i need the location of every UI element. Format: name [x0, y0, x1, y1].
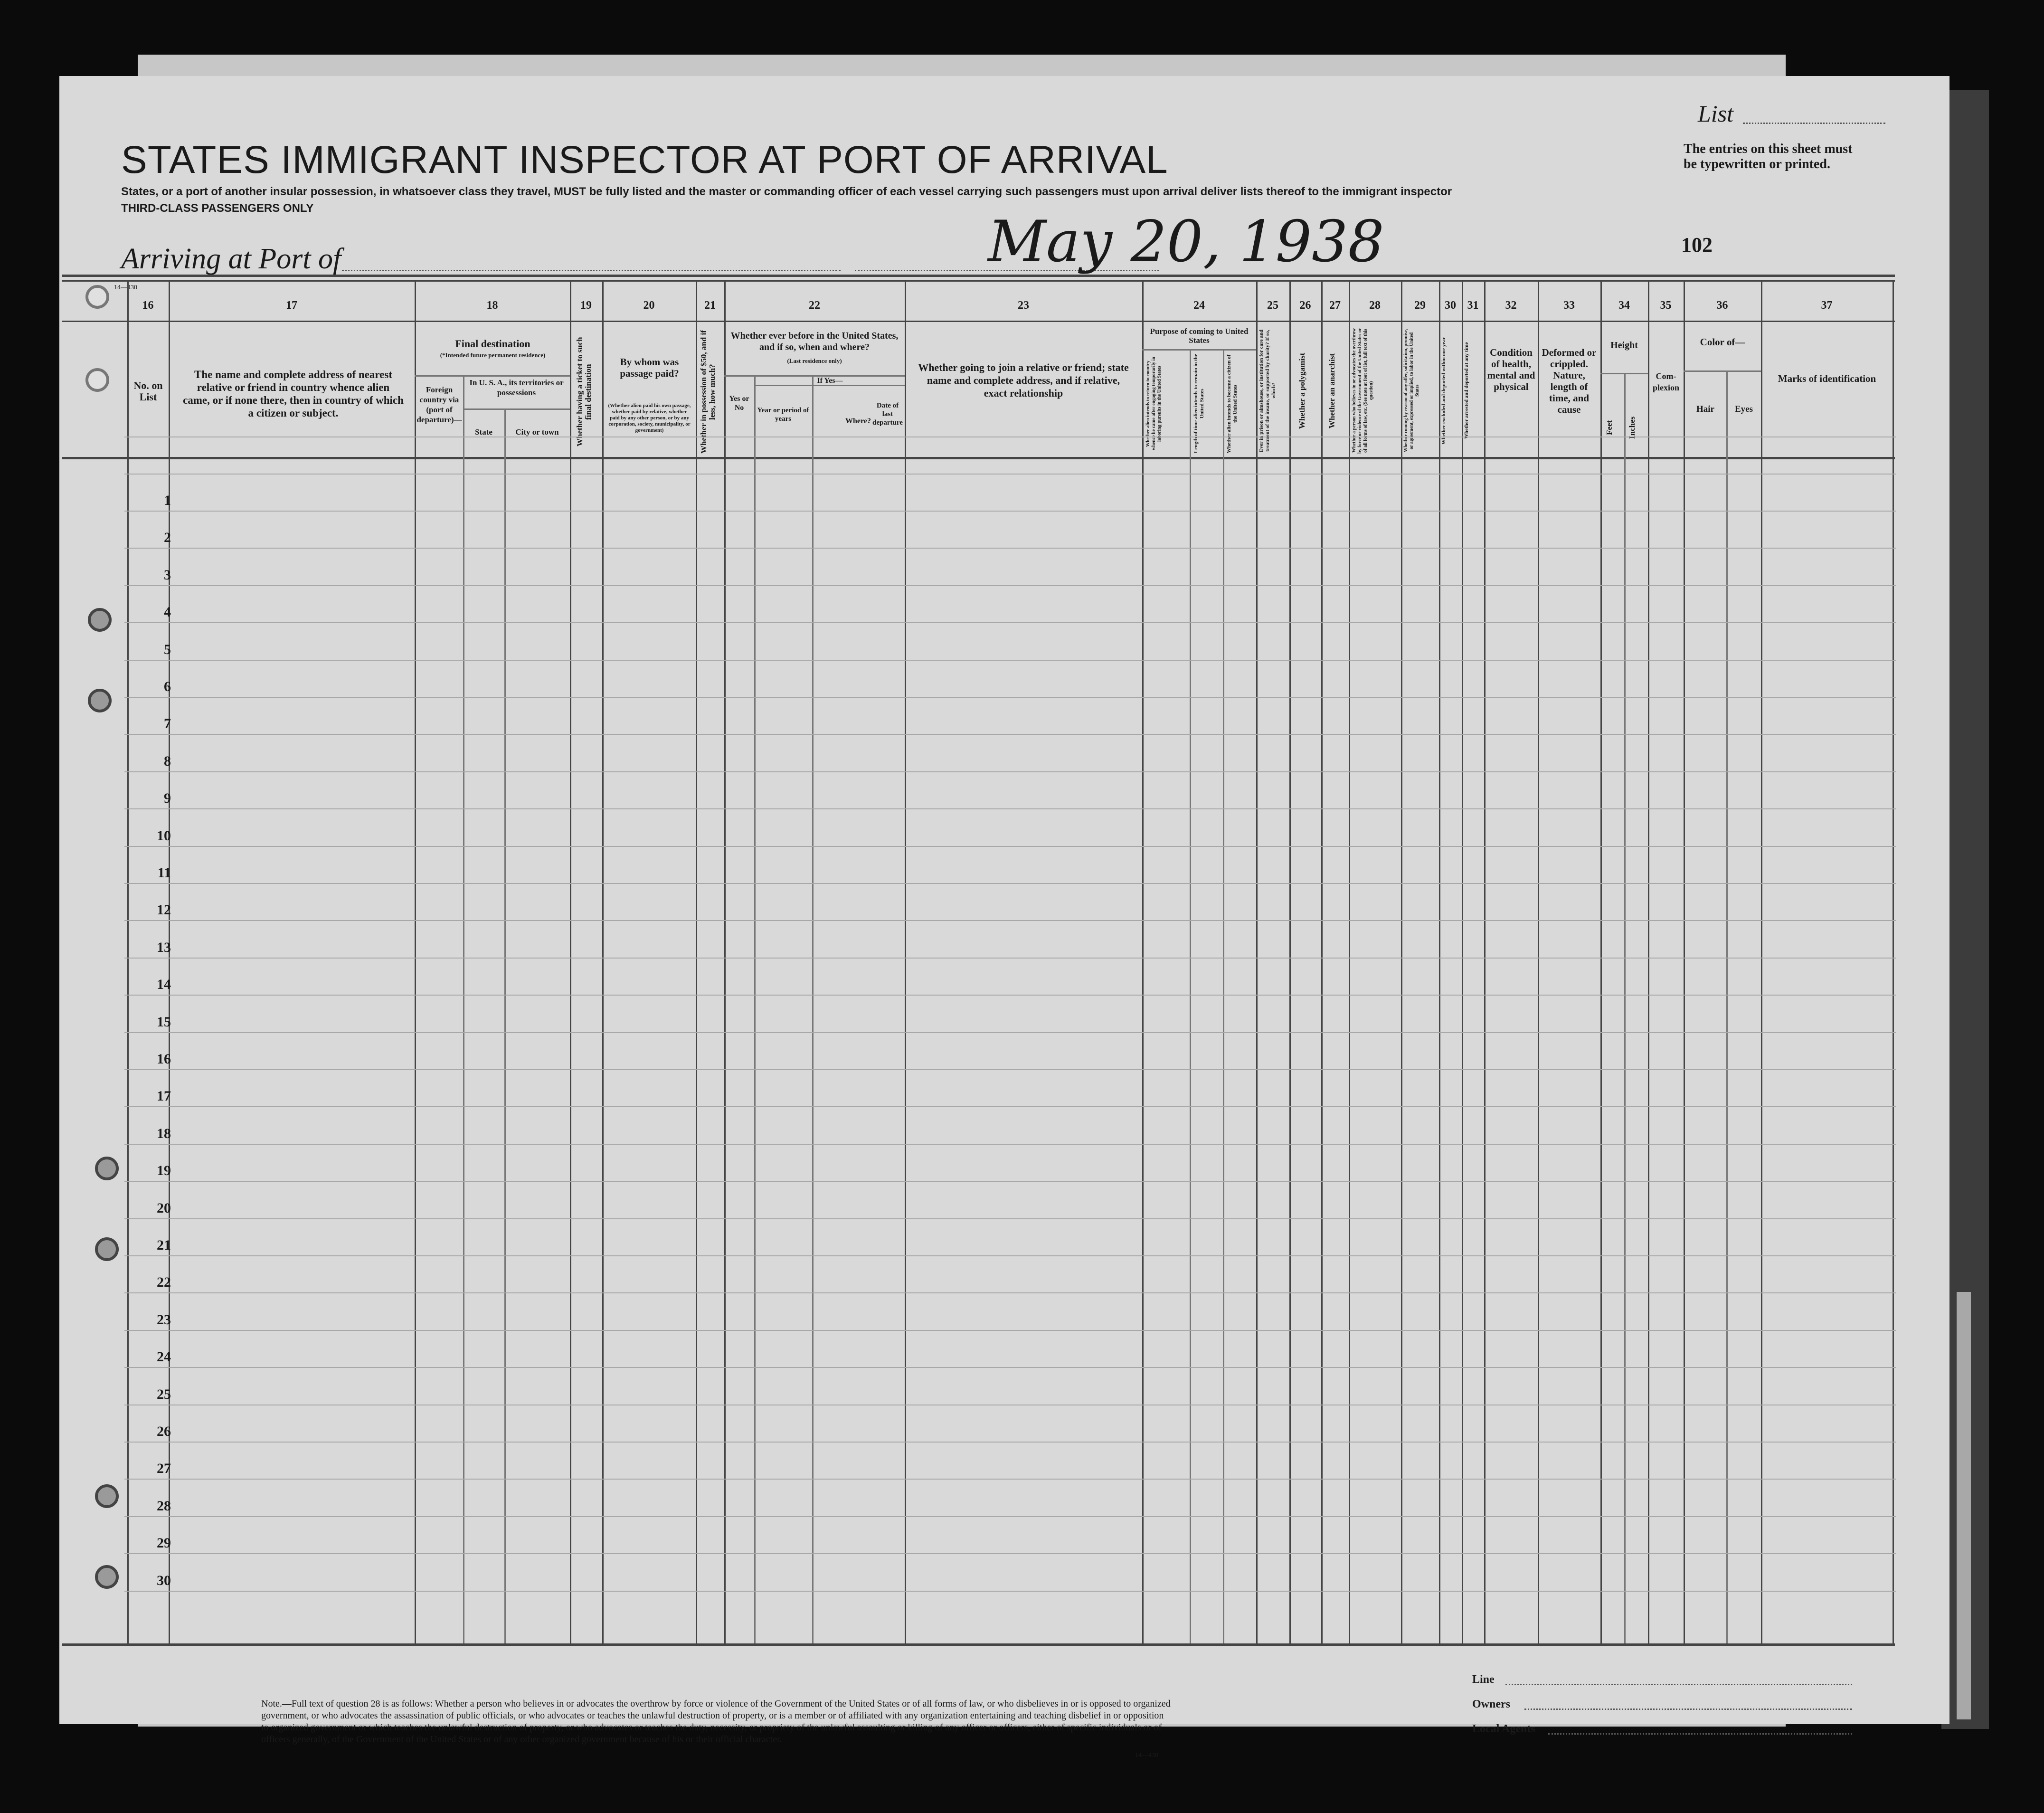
row-number: 2	[164, 530, 171, 545]
row-number: 26	[157, 1424, 171, 1439]
row-number: 11	[157, 865, 171, 881]
row-number: 17	[157, 1088, 171, 1104]
row-number: 1	[164, 493, 171, 508]
row-number: 13	[157, 940, 171, 955]
row-number: 6	[164, 679, 171, 694]
header-no-on-list: No. on List	[133, 380, 163, 403]
header-where: Where?	[845, 417, 871, 425]
col-divider	[1321, 280, 1323, 1643]
col-number: 29	[1414, 299, 1426, 312]
col-divider	[570, 280, 571, 1643]
col-divider	[1142, 280, 1144, 1643]
header-feet: Feet	[1605, 420, 1614, 435]
col-divider	[504, 408, 506, 1643]
table-top-rule	[62, 275, 1895, 277]
col-divider	[1462, 280, 1463, 1643]
form-code: 14—430	[114, 284, 137, 291]
page-edge-strip	[1957, 1292, 1971, 1719]
col-divider	[1684, 280, 1685, 1643]
col-number: 17	[286, 299, 297, 312]
header-final-destination: Final destination	[455, 338, 530, 350]
row-number: 7	[164, 716, 171, 731]
col-number: 22	[809, 299, 820, 312]
sub-rule	[1142, 349, 1256, 351]
header-health: Condition of health, mental and physical	[1487, 347, 1535, 392]
row-rule	[124, 995, 1896, 996]
row-rule	[124, 585, 1896, 586]
col-divider	[754, 375, 756, 1643]
row-number: 25	[157, 1386, 171, 1402]
port-blank	[342, 270, 841, 271]
col-divider	[1600, 280, 1602, 1643]
row-number: 22	[157, 1274, 171, 1290]
header-length-of-stay: Length of time alien intends to remain in the United States	[1193, 354, 1205, 454]
header-inches: Inches	[1628, 416, 1637, 439]
footer-agents-label: Local Agents	[1472, 1723, 1535, 1735]
header-city: City or town	[515, 427, 559, 437]
page-number: 102	[1681, 233, 1713, 256]
row-rule	[124, 1367, 1896, 1368]
row-number: 19	[157, 1163, 171, 1178]
col-number: 20	[643, 299, 655, 312]
col-divider	[1289, 280, 1291, 1643]
col-number: 16	[142, 299, 154, 312]
row-number: 24	[157, 1349, 171, 1365]
row-rule	[124, 1181, 1896, 1182]
header-passage-paid-sub: (Whether alien paid his own passage, whether paid by relative, whether paid by any other person, or by any corporation, society, municipality, or government)	[608, 403, 691, 433]
header-fifty-dollars: Whether in possession of $50, and if less, how much?	[699, 330, 717, 454]
row-rule	[124, 1479, 1896, 1480]
row-rule	[124, 958, 1896, 959]
col-divider	[602, 280, 604, 1643]
row-number: 18	[157, 1126, 171, 1141]
row-rule	[124, 1516, 1896, 1517]
header-yes-no: Yes or No	[729, 395, 749, 412]
row-number: 10	[157, 828, 171, 844]
col-number: 25	[1267, 299, 1278, 312]
header-overthrow: Whether a person who believes in or advocates the overthrow by force or violence of the Government of the United States or of all forms of law, etc. (See note at foot of list, full text of this question)	[1352, 328, 1374, 454]
col-divider	[415, 280, 416, 1643]
header-complexion: Com- plexion	[1652, 371, 1679, 392]
row-rule	[124, 734, 1896, 735]
header-excluded: Whether excluded and deported within one year	[1441, 337, 1447, 445]
col-number: 27	[1329, 299, 1341, 312]
col-divider	[1223, 349, 1224, 1643]
row-number: 29	[157, 1535, 171, 1551]
row-rule	[124, 622, 1896, 623]
col-number: 23	[1018, 299, 1029, 312]
list-blank	[1743, 123, 1885, 124]
row-number: 5	[164, 642, 171, 657]
header-labor-offer: Whether coming by reason of any offer, solicitation, promise, or agreement, expressed or implied, to labor in the United States	[1403, 329, 1420, 453]
table-bottom-rule	[62, 1643, 1895, 1646]
binder-hole-icon	[85, 285, 109, 309]
row-rule	[124, 697, 1896, 698]
col-number: 18	[486, 299, 498, 312]
row-number: 15	[157, 1014, 171, 1030]
col-divider	[1349, 280, 1350, 1643]
col-number: 31	[1467, 299, 1479, 312]
col-divider	[1484, 280, 1486, 1643]
row-rule	[124, 1330, 1896, 1331]
sub-rule	[415, 375, 570, 377]
binder-hole-icon	[95, 1237, 119, 1261]
row-number: 12	[157, 902, 171, 918]
col-divider	[463, 375, 464, 1643]
binder-hole-icon	[95, 1484, 119, 1508]
row-number: 30	[157, 1573, 171, 1588]
header-state: State	[475, 427, 492, 437]
table-top-rule-2	[62, 280, 1895, 282]
row-rule	[124, 1069, 1896, 1070]
row-rule	[124, 771, 1896, 772]
col-number: 26	[1299, 299, 1311, 312]
header-arrested: Whether arrested and deported at any time	[1464, 342, 1469, 439]
header-bottom-rule	[62, 457, 1895, 459]
row-number: 4	[164, 604, 171, 620]
header-purpose: Purpose of coming to United States	[1150, 327, 1249, 345]
entries-note-2: be typewritten or printed.	[1684, 157, 1830, 171]
header-purpose-return: Whether alien intends to return to country whence he came after engaging temporarily in laboring pursuits in the United States	[1145, 357, 1162, 451]
col-number: 28	[1369, 299, 1381, 312]
col-divider	[1624, 373, 1626, 1643]
class-line: THIRD-CLASS PASSENGERS ONLY	[121, 202, 314, 215]
header-ticket: Whether having a ticket to such final destination	[575, 337, 593, 447]
footer-owners-blank	[1524, 1709, 1852, 1710]
header-passage-paid: By whom was passage paid?	[620, 356, 679, 379]
row-rule	[124, 511, 1896, 512]
col-number: 21	[704, 299, 716, 312]
header-going-to-join: Whether going to join a relative or friend; state name and complete address, and if relative, exact relationship	[918, 361, 1129, 399]
col-divider	[1439, 280, 1440, 1643]
header-in-usa: In U. S. A., its territories or possessions	[469, 378, 564, 397]
arriving-label: Arriving at Port of	[121, 243, 341, 275]
row-rule	[124, 1218, 1896, 1219]
page-title: STATES IMMIGRANT INSPECTOR AT PORT OF ARRIVAL	[121, 138, 1168, 181]
col-divider	[1190, 349, 1191, 1643]
footer-line-label: Line	[1472, 1673, 1495, 1686]
footer-agents-blank	[1548, 1733, 1852, 1735]
binder-hole-icon	[95, 1565, 119, 1589]
sub-rule	[1600, 373, 1648, 374]
col-divider	[1648, 280, 1649, 1643]
row-number: 16	[157, 1051, 171, 1067]
row-rule	[124, 474, 1896, 475]
header-anarchist: Whether an anarchist	[1327, 353, 1336, 428]
row-number: 21	[157, 1237, 171, 1253]
row-rule	[124, 1553, 1896, 1554]
row-rule	[124, 548, 1896, 549]
col-number: 35	[1660, 299, 1672, 312]
row-number: 23	[157, 1312, 171, 1328]
header-final-destination-sub: (*Intended future permanent residence)	[440, 351, 546, 359]
handwritten-date: May 20, 1938	[988, 209, 1384, 275]
col-number: 34	[1618, 299, 1630, 312]
row-number: 14	[157, 977, 171, 992]
row-rule	[124, 1032, 1896, 1033]
col-divider	[1401, 280, 1402, 1643]
manifest-sheet	[59, 76, 1949, 1724]
row-number: 3	[164, 567, 171, 583]
col-divider	[1538, 280, 1539, 1643]
header-nearest-relative: The name and complete address of nearest relative or friend in country whence alien came, or if none there, then in country of which a citizen or subject.	[183, 369, 404, 419]
header-polygamist: Whether a polygamist	[1297, 352, 1306, 429]
row-rule	[124, 846, 1896, 847]
colnum-rule	[62, 321, 1895, 322]
binder-hole-icon	[95, 1157, 119, 1180]
footer-form-code: 14—430	[1135, 1752, 1158, 1759]
sub-rule	[1684, 370, 1761, 372]
header-last-residence: (Last residence only)	[787, 357, 842, 364]
col-divider	[724, 280, 726, 1643]
list-label: List	[1698, 100, 1734, 127]
footer-line-blank	[1505, 1684, 1852, 1685]
col-number: 24	[1193, 299, 1205, 312]
col-divider	[1761, 280, 1762, 1643]
col-divider	[1726, 370, 1728, 1643]
row-rule	[124, 1106, 1896, 1107]
row-rule	[124, 920, 1896, 921]
header-marks: Marks of identification	[1778, 373, 1876, 384]
col-number: 32	[1505, 299, 1517, 312]
col-number: 30	[1445, 299, 1456, 312]
header-deformed: Deformed or crippled. Nature, length of time, and cause	[1542, 347, 1597, 415]
row-rule	[124, 883, 1896, 884]
col-number: 36	[1716, 299, 1728, 312]
page-subtitle: States, or a port of another insular possession, in whatsoever class they travel, MUST be fully listed and the master or commanding officer of each vessel carrying such passengers must upon arrival deliver lists thereof to the immigrant inspector	[121, 185, 1452, 198]
header-prison: Ever in prison or almshouse, or institution for care and treatment of the insane, or supported by charity? If so, which?	[1259, 329, 1277, 452]
binder-hole-icon	[88, 689, 112, 712]
header-color-of: Color of—	[1700, 336, 1745, 348]
footnote-question-28: Note.—Full text of question 28 is as follows: Whether a person who believes in or advocates the overthrow by force or violence of the Government of the United States or of all forms of law, or who disbelieves in or is opposed to organized government, or who advocates the assassination of public officials, or who advocates or teaches the unlawful destruction of property, or is a member or of affiliated with any organization entertaining and teaching disbelief in or opposition to organized government or which teaches the unlawful destruction of property, or who advocates or teaches the duty, necessity, or propriety of the unlawful assaulting or killing of any officer or officers, either of specific individuals or of officers generally, of the Government of the United States or of any other organized government because of his or their official character.	[261, 1699, 1171, 1745]
col-number: 33	[1563, 299, 1575, 312]
row-number: 9	[164, 790, 171, 806]
col-divider	[812, 375, 814, 1643]
row-rule	[124, 808, 1896, 809]
header-if-yes: If Yes—	[817, 377, 843, 385]
row-rule	[124, 660, 1896, 661]
col-number: 19	[580, 299, 592, 312]
header-foreign-country: Foreign country via (port of departure)—	[416, 385, 462, 424]
entries-note-1: The entries on this sheet must	[1684, 142, 1853, 156]
row-rule	[124, 1292, 1896, 1293]
sub-rule	[463, 408, 570, 410]
header-ever-before: Whether ever before in the United States, and if so, when and where?	[730, 331, 899, 352]
footer-owners-label: Owners	[1472, 1698, 1510, 1710]
row-number: 20	[157, 1200, 171, 1216]
col-divider	[696, 280, 697, 1643]
header-hair: Hair	[1696, 404, 1714, 414]
header-height: Height	[1610, 340, 1638, 351]
col-divider	[1893, 280, 1894, 1643]
row-rule	[124, 1255, 1896, 1256]
row-rule	[124, 1144, 1896, 1145]
row-number: 28	[157, 1498, 171, 1514]
row-number: 8	[164, 753, 171, 769]
header-eyes: Eyes	[1735, 404, 1753, 414]
row-rule	[124, 1591, 1896, 1592]
binder-hole-icon	[85, 368, 109, 392]
header-date-departure: Date of last departure	[872, 402, 903, 427]
binder-hole-icon	[88, 608, 112, 632]
row-number: 27	[157, 1461, 171, 1476]
col-number: 37	[1821, 299, 1833, 312]
col-divider	[905, 280, 906, 1643]
col-divider	[1256, 280, 1258, 1643]
header-become-citizen: Whether alien intends to become a citizen of the United States	[1226, 354, 1238, 453]
row-rule	[124, 1442, 1896, 1443]
header-year-period: Year or period of years	[757, 407, 809, 423]
